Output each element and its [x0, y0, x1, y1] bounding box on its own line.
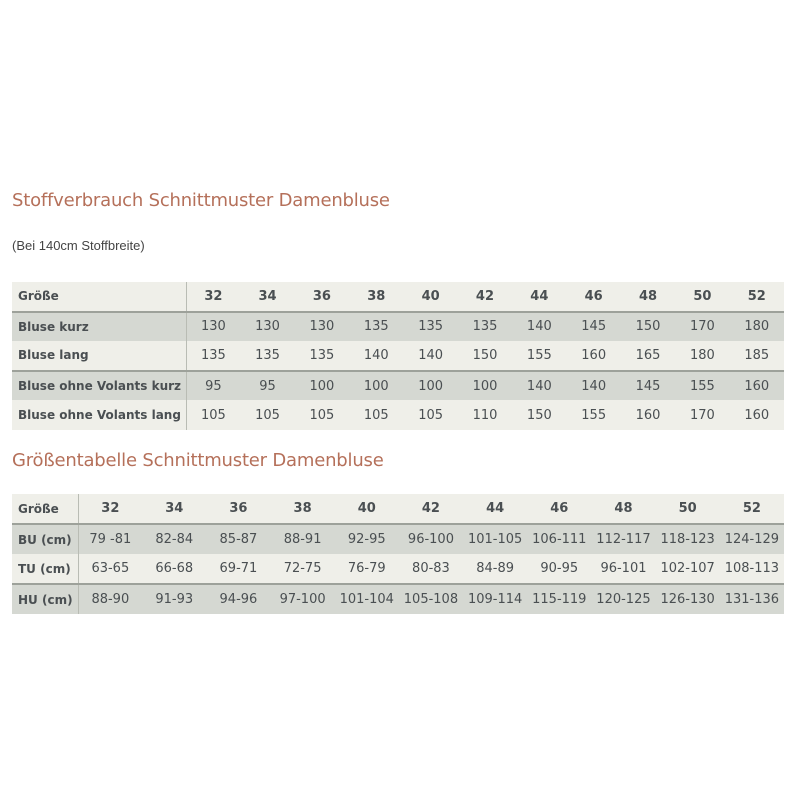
header-size: 36 — [312, 288, 331, 304]
table-cell: 102-107 — [660, 561, 715, 576]
header-size: 40 — [421, 288, 440, 304]
table-cell: 131-136 — [720, 584, 784, 614]
table-cell: 95 — [240, 371, 294, 401]
size-table-title: Größentabelle Schnittmuster Damenbluse — [12, 450, 384, 471]
table-cell: 101-105 — [463, 524, 527, 554]
row-label: HU (cm) — [12, 584, 78, 614]
header-size: 52 — [742, 501, 761, 516]
table-cell: 88-91 — [271, 524, 335, 554]
header-size: 42 — [475, 288, 495, 304]
table-cell: 160 — [744, 407, 770, 423]
row-label: Bluse ohne Volants kurz — [12, 371, 186, 401]
header-size: 32 — [204, 288, 223, 304]
table-cell: 105 — [309, 407, 335, 423]
table-cell: 160 — [581, 347, 607, 363]
table-row — [12, 554, 784, 584]
table-cell: 95 — [186, 371, 240, 401]
table-cell: 145 — [567, 312, 621, 342]
table-cell: 124-129 — [720, 524, 784, 554]
table-row — [12, 524, 784, 554]
table-cell: 160 — [635, 407, 661, 423]
header-size: 46 — [550, 501, 569, 516]
size-chart-table — [12, 494, 784, 614]
table-cell: 106-111 — [527, 524, 591, 554]
table-cell: 66-68 — [155, 561, 194, 576]
table-cell: 135 — [403, 312, 457, 342]
table-cell: 76-79 — [347, 561, 386, 576]
header-size: 46 — [584, 288, 603, 304]
fabric-table-subtitle: (Bei 140cm Stoffbreite) — [12, 238, 145, 253]
header-size: 34 — [258, 288, 277, 304]
table-cell: 155 — [675, 371, 729, 401]
table-cell: 108-113 — [724, 561, 780, 576]
table-cell: 140 — [512, 312, 566, 342]
table-cell: 150 — [621, 312, 675, 342]
table-cell: 80-83 — [412, 561, 450, 576]
table-cell: 135 — [255, 347, 280, 363]
header-size: 44 — [486, 501, 505, 516]
table-cell: 130 — [186, 312, 240, 342]
table-header-row — [12, 494, 784, 524]
header-size: 48 — [614, 501, 633, 516]
table-cell: 130 — [295, 312, 349, 342]
table-cell: 155 — [526, 347, 552, 363]
table-cell: 150 — [526, 407, 552, 423]
fabric-table-title: Stoffverbrauch Schnittmuster Damenbluse — [12, 190, 390, 211]
table-cell: 150 — [472, 347, 498, 363]
header-size: 38 — [367, 288, 386, 304]
table-cell: 96-100 — [399, 524, 463, 554]
table-cell: 180 — [730, 312, 784, 342]
table-cell: 140 — [418, 347, 444, 363]
header-size: 48 — [639, 288, 658, 304]
table-cell: 92-95 — [335, 524, 399, 554]
table-row — [12, 312, 784, 342]
table-cell: 69-71 — [219, 561, 258, 576]
table-cell: 105 — [363, 407, 389, 423]
table-cell: 105 — [255, 407, 280, 423]
table-cell: 180 — [690, 347, 715, 363]
table-cell: 100 — [403, 371, 457, 401]
table-cell: 105 — [201, 407, 226, 423]
table-cell: 135 — [201, 347, 226, 363]
table-cell: 165 — [635, 347, 661, 363]
table-cell: 140 — [512, 371, 566, 401]
table-cell: 91-93 — [142, 584, 206, 614]
header-size: 38 — [293, 501, 312, 516]
header-size: 42 — [421, 501, 440, 516]
table-cell: 94-96 — [206, 584, 270, 614]
table-cell: 112-117 — [591, 524, 655, 554]
table-row — [12, 400, 784, 430]
row-label: TU (cm) — [12, 554, 78, 584]
table-cell: 110 — [472, 407, 498, 423]
row-label: Bluse ohne Volants lang — [12, 400, 186, 430]
table-cell: 170 — [675, 312, 729, 342]
row-label: BU (cm) — [12, 524, 78, 554]
table-cell: 72-75 — [283, 561, 322, 576]
table-cell: 84-89 — [476, 561, 514, 576]
row-label: Bluse kurz — [12, 312, 186, 342]
table-cell: 105-108 — [399, 584, 463, 614]
header-size: 34 — [165, 501, 184, 516]
table-cell: 135 — [349, 312, 403, 342]
table-cell: 135 — [309, 347, 335, 363]
header-size: 50 — [693, 288, 712, 304]
table-cell: 79 -81 — [78, 524, 142, 554]
table-cell: 120-125 — [591, 584, 655, 614]
table-cell: 90-95 — [540, 561, 579, 576]
table-cell: 100 — [349, 371, 403, 401]
table-cell: 109-114 — [463, 584, 527, 614]
header-size: 44 — [530, 288, 549, 304]
table-cell: 170 — [690, 407, 715, 423]
table-cell: 130 — [240, 312, 294, 342]
table-row — [12, 341, 784, 371]
fabric-usage-table — [12, 282, 784, 430]
table-cell: 63-65 — [91, 561, 130, 576]
table-cell: 88-90 — [78, 584, 142, 614]
row-label: Bluse lang — [12, 341, 186, 371]
header-label: Größe — [12, 494, 78, 524]
header-size: 52 — [747, 288, 766, 304]
table-cell: 82-84 — [142, 524, 206, 554]
table-cell: 100 — [458, 371, 512, 401]
table-cell: 101-104 — [335, 584, 399, 614]
table-cell: 126-130 — [656, 584, 720, 614]
table-cell: 145 — [621, 371, 675, 401]
header-size: 50 — [678, 501, 697, 516]
header-size: 40 — [357, 501, 376, 516]
table-row — [12, 371, 784, 401]
table-cell: 97-100 — [271, 584, 335, 614]
table-cell: 135 — [458, 312, 512, 342]
table-cell: 85-87 — [206, 524, 270, 554]
table-row — [12, 584, 784, 614]
table-header-row — [12, 282, 784, 312]
table-cell: 105 — [418, 407, 444, 423]
table-cell: 155 — [581, 407, 607, 423]
header-size: 32 — [101, 501, 120, 516]
table-cell: 100 — [295, 371, 349, 401]
table-cell: 185 — [744, 347, 770, 363]
table-cell: 118-123 — [656, 524, 720, 554]
table-cell: 96-101 — [600, 561, 647, 576]
header-size: 36 — [229, 501, 248, 516]
table-cell: 160 — [730, 371, 784, 401]
table-cell: 140 — [567, 371, 621, 401]
table-cell: 115-119 — [527, 584, 591, 614]
table-cell: 140 — [363, 347, 389, 363]
header-label: Größe — [12, 282, 186, 312]
